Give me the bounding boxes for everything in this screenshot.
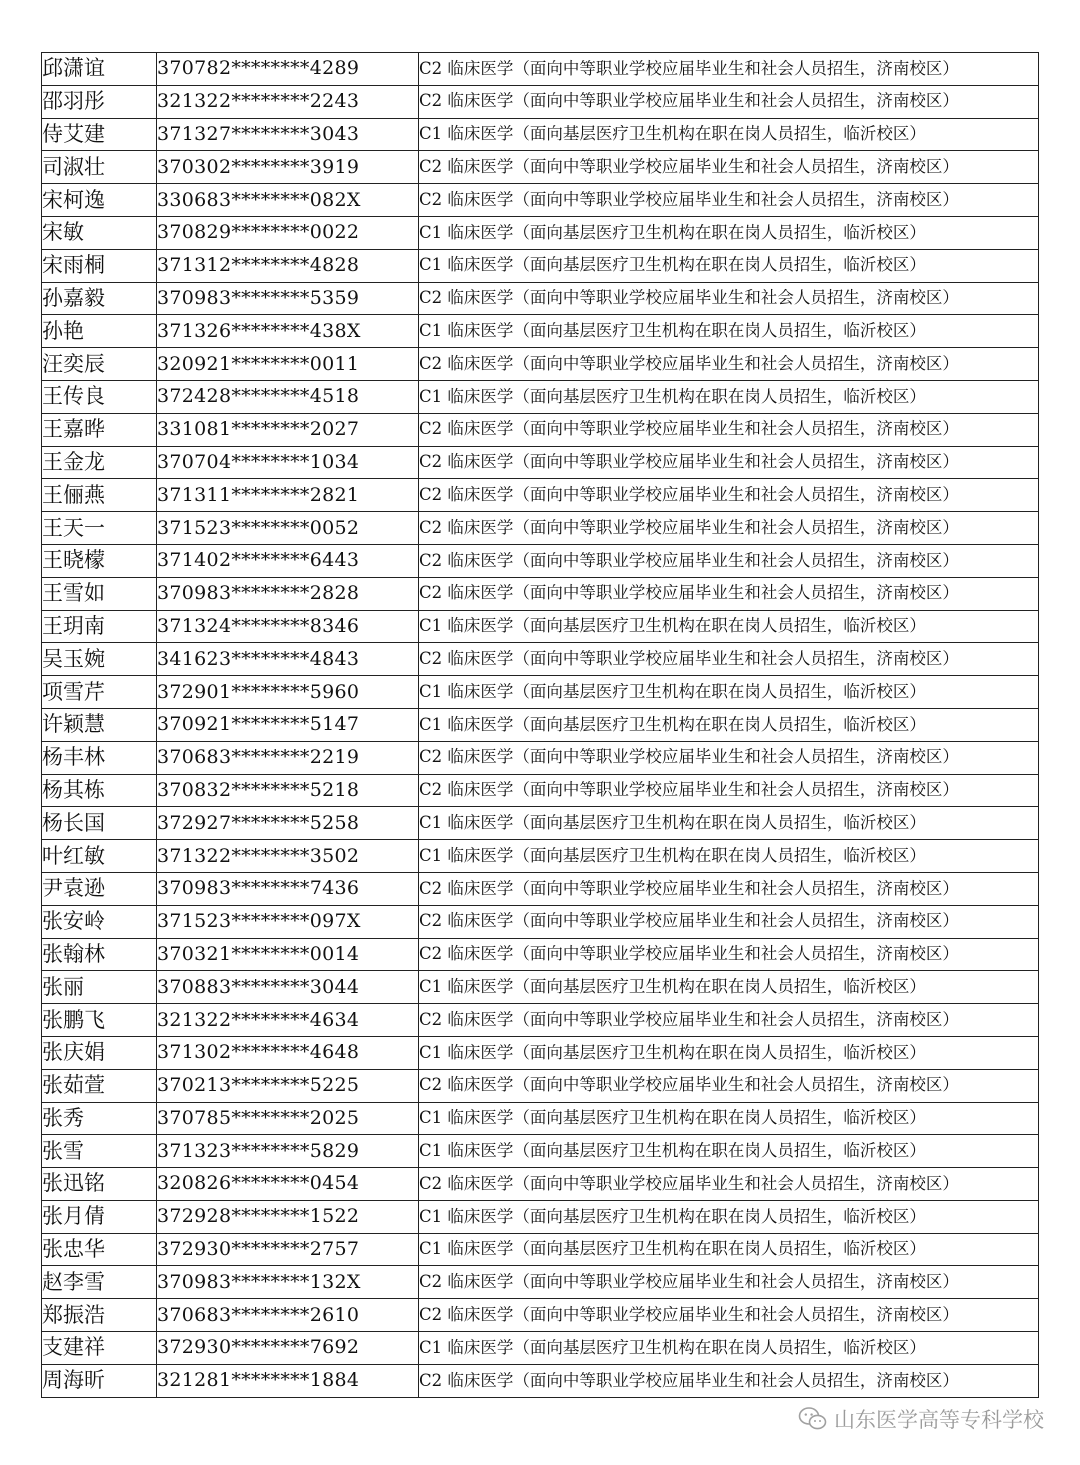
name-cell: 杨丰林	[42, 741, 157, 774]
id-number-cell: 321322********2243	[157, 85, 419, 118]
table-row	[42, 1036, 1039, 1069]
id-number-cell: 371324********8346	[157, 610, 419, 643]
id-number-cell: 320826********0454	[157, 1168, 419, 1201]
table-row	[42, 905, 1039, 938]
id-number-cell: 371523********0052	[157, 512, 419, 545]
major-cell: C1 临床医学（面向基层医疗卫生机构在职在岗人员招生，临沂校区）	[419, 315, 1039, 348]
table-row	[42, 1135, 1039, 1168]
name-cell: 杨其栋	[42, 774, 157, 807]
table-row	[42, 840, 1039, 873]
id-number-cell: 321281********1884	[157, 1364, 419, 1397]
table-row	[42, 872, 1039, 905]
table-row	[42, 807, 1039, 840]
id-number-cell: 372428********4518	[157, 380, 419, 413]
id-number-cell: 372927********5258	[157, 807, 419, 840]
name-cell: 王金龙	[42, 446, 157, 479]
id-number-cell: 371322********3502	[157, 840, 419, 873]
table-row	[42, 1200, 1039, 1233]
id-number-cell: 370829********0022	[157, 216, 419, 249]
name-cell: 杨长国	[42, 807, 157, 840]
name-cell: 宋敏	[42, 216, 157, 249]
id-number-cell: 370704********1034	[157, 446, 419, 479]
table-row	[42, 413, 1039, 446]
name-cell: 周海昕	[42, 1364, 157, 1397]
major-cell: C1 临床医学（面向基层医疗卫生机构在职在岗人员招生，临沂校区）	[419, 676, 1039, 709]
table-row	[42, 938, 1039, 971]
table-row	[42, 380, 1039, 413]
id-number-cell: 370883********3044	[157, 971, 419, 1004]
id-number-cell: 372930********2757	[157, 1233, 419, 1266]
id-number-cell: 330683********082X	[157, 184, 419, 217]
table-row	[42, 577, 1039, 610]
table-row	[42, 1102, 1039, 1135]
major-cell: C1 临床医学（面向基层医疗卫生机构在职在岗人员招生，临沂校区）	[419, 840, 1039, 873]
id-number-cell: 370983********7436	[157, 872, 419, 905]
name-cell: 孙艳	[42, 315, 157, 348]
id-number-cell: 370921********5147	[157, 708, 419, 741]
major-cell: C1 临床医学（面向基层医疗卫生机构在职在岗人员招生，临沂校区）	[419, 1135, 1039, 1168]
id-number-cell: 331081********2027	[157, 413, 419, 446]
id-number-cell: 320921********0011	[157, 348, 419, 381]
name-cell: 张月倩	[42, 1200, 157, 1233]
name-cell: 邵羽彤	[42, 85, 157, 118]
id-number-cell: 372901********5960	[157, 676, 419, 709]
name-cell: 王晓檬	[42, 544, 157, 577]
major-cell: C1 临床医学（面向基层医疗卫生机构在职在岗人员招生，临沂校区）	[419, 708, 1039, 741]
major-cell: C2 临床医学（面向中等职业学校应届毕业生和社会人员招生，济南校区）	[419, 53, 1039, 86]
table-row	[42, 1364, 1039, 1397]
name-cell: 项雪芹	[42, 676, 157, 709]
roster-body	[42, 53, 1039, 1398]
id-number-cell: 371312********4828	[157, 249, 419, 282]
table-row	[42, 610, 1039, 643]
name-cell: 张安岭	[42, 905, 157, 938]
major-cell: C1 临床医学（面向基层医疗卫生机构在职在岗人员招生，临沂校区）	[419, 1233, 1039, 1266]
table-row	[42, 118, 1039, 151]
table-row	[42, 708, 1039, 741]
table-row	[42, 1069, 1039, 1102]
major-cell: C2 临床医学（面向中等职业学校应届毕业生和社会人员招生，济南校区）	[419, 741, 1039, 774]
major-cell: C2 临床医学（面向中等职业学校应届毕业生和社会人员招生，济南校区）	[419, 413, 1039, 446]
name-cell: 郑振浩	[42, 1299, 157, 1332]
name-cell: 张翰林	[42, 938, 157, 971]
id-number-cell: 370683********2219	[157, 741, 419, 774]
id-number-cell: 372930********7692	[157, 1332, 419, 1365]
major-cell: C2 临床医学（面向中等职业学校应届毕业生和社会人员招生，济南校区）	[419, 184, 1039, 217]
major-cell: C2 临床医学（面向中等职业学校应届毕业生和社会人员招生，济南校区）	[419, 282, 1039, 315]
table-row	[42, 1332, 1039, 1365]
major-cell: C2 临床医学（面向中等职业学校应届毕业生和社会人员招生，济南校区）	[419, 544, 1039, 577]
id-number-cell: 371326********438X	[157, 315, 419, 348]
table-row	[42, 1004, 1039, 1037]
id-number-cell: 341623********4843	[157, 643, 419, 676]
major-cell: C2 临床医学（面向中等职业学校应届毕业生和社会人员招生，济南校区）	[419, 643, 1039, 676]
id-number-cell: 370983********2828	[157, 577, 419, 610]
id-number-cell: 371327********3043	[157, 118, 419, 151]
name-cell: 宋柯逸	[42, 184, 157, 217]
id-number-cell: 370983********5359	[157, 282, 419, 315]
table-row	[42, 1266, 1039, 1299]
table-row	[42, 1168, 1039, 1201]
major-cell: C1 临床医学（面向基层医疗卫生机构在职在岗人员招生，临沂校区）	[419, 1036, 1039, 1069]
major-cell: C2 临床医学（面向中等职业学校应届毕业生和社会人员招生，济南校区）	[419, 905, 1039, 938]
name-cell: 支建祥	[42, 1332, 157, 1365]
roster-table	[41, 52, 1039, 1398]
id-number-cell: 370832********5218	[157, 774, 419, 807]
major-cell: C2 临床医学（面向中等职业学校应届毕业生和社会人员招生，济南校区）	[419, 85, 1039, 118]
major-cell: C1 临床医学（面向基层医疗卫生机构在职在岗人员招生，临沂校区）	[419, 1200, 1039, 1233]
major-cell: C2 临床医学（面向中等职业学校应届毕业生和社会人员招生，济南校区）	[419, 1364, 1039, 1397]
major-cell: C2 临床医学（面向中等职业学校应届毕业生和社会人员招生，济南校区）	[419, 1069, 1039, 1102]
table-row	[42, 774, 1039, 807]
name-cell: 司淑壮	[42, 151, 157, 184]
id-number-cell: 370321********0014	[157, 938, 419, 971]
major-cell: C1 临床医学（面向基层医疗卫生机构在职在岗人员招生，临沂校区）	[419, 807, 1039, 840]
major-cell: C2 临床医学（面向中等职业学校应届毕业生和社会人员招生，济南校区）	[419, 1168, 1039, 1201]
major-cell: C2 临床医学（面向中等职业学校应届毕业生和社会人员招生，济南校区）	[419, 938, 1039, 971]
name-cell: 汪奕辰	[42, 348, 157, 381]
major-cell: C1 临床医学（面向基层医疗卫生机构在职在岗人员招生，临沂校区）	[419, 1102, 1039, 1135]
major-cell: C2 临床医学（面向中等职业学校应届毕业生和社会人员招生，济南校区）	[419, 1266, 1039, 1299]
name-cell: 王嘉晔	[42, 413, 157, 446]
id-number-cell: 371523********097X	[157, 905, 419, 938]
name-cell: 王天一	[42, 512, 157, 545]
name-cell: 王玥南	[42, 610, 157, 643]
id-number-cell: 370302********3919	[157, 151, 419, 184]
name-cell: 张庆娟	[42, 1036, 157, 1069]
table-row	[42, 1233, 1039, 1266]
id-number-cell: 370213********5225	[157, 1069, 419, 1102]
name-cell: 王传良	[42, 380, 157, 413]
watermark-text: 山东医学高等专科学校	[834, 1408, 1044, 1432]
major-cell: C2 临床医学（面向中等职业学校应届毕业生和社会人员招生，济南校区）	[419, 1004, 1039, 1037]
name-cell: 赵李雪	[42, 1266, 157, 1299]
major-cell: C1 临床医学（面向基层医疗卫生机构在职在岗人员招生，临沂校区）	[419, 610, 1039, 643]
table-row	[42, 676, 1039, 709]
major-cell: C1 临床医学（面向基层医疗卫生机构在职在岗人员招生，临沂校区）	[419, 1332, 1039, 1365]
roster-sheet	[41, 52, 1039, 1398]
name-cell: 邱潇谊	[42, 53, 157, 86]
id-number-cell: 370983********132X	[157, 1266, 419, 1299]
table-row	[42, 643, 1039, 676]
watermark	[798, 1404, 1044, 1434]
name-cell: 张雪	[42, 1135, 157, 1168]
name-cell: 许颖慧	[42, 708, 157, 741]
id-number-cell: 371311********2821	[157, 479, 419, 512]
table-row	[42, 53, 1039, 86]
major-cell: C2 临床医学（面向中等职业学校应届毕业生和社会人员招生，济南校区）	[419, 151, 1039, 184]
id-number-cell: 370785********2025	[157, 1102, 419, 1135]
name-cell: 张鹏飞	[42, 1004, 157, 1037]
table-row	[42, 741, 1039, 774]
id-number-cell: 372928********1522	[157, 1200, 419, 1233]
table-row	[42, 184, 1039, 217]
major-cell: C1 临床医学（面向基层医疗卫生机构在职在岗人员招生，临沂校区）	[419, 118, 1039, 151]
table-row	[42, 544, 1039, 577]
major-cell: C1 临床医学（面向基层医疗卫生机构在职在岗人员招生，临沂校区）	[419, 380, 1039, 413]
table-row	[42, 512, 1039, 545]
name-cell: 侍艾建	[42, 118, 157, 151]
id-number-cell: 371302********4648	[157, 1036, 419, 1069]
name-cell: 张忠华	[42, 1233, 157, 1266]
major-cell: C1 临床医学（面向基层医疗卫生机构在职在岗人员招生，临沂校区）	[419, 249, 1039, 282]
major-cell: C2 临床医学（面向中等职业学校应届毕业生和社会人员招生，济南校区）	[419, 1299, 1039, 1332]
id-number-cell: 321322********4634	[157, 1004, 419, 1037]
table-row	[42, 446, 1039, 479]
major-cell: C2 临床医学（面向中等职业学校应届毕业生和社会人员招生，济南校区）	[419, 479, 1039, 512]
table-row	[42, 85, 1039, 118]
name-cell: 张茹萱	[42, 1069, 157, 1102]
table-row	[42, 971, 1039, 1004]
table-row	[42, 216, 1039, 249]
major-cell: C1 临床医学（面向基层医疗卫生机构在职在岗人员招生，临沂校区）	[419, 216, 1039, 249]
name-cell: 孙嘉毅	[42, 282, 157, 315]
name-cell: 吴玉婉	[42, 643, 157, 676]
table-row	[42, 249, 1039, 282]
id-number-cell: 371323********5829	[157, 1135, 419, 1168]
major-cell: C2 临床医学（面向中等职业学校应届毕业生和社会人员招生，济南校区）	[419, 348, 1039, 381]
name-cell: 王雪如	[42, 577, 157, 610]
major-cell: C2 临床医学（面向中等职业学校应届毕业生和社会人员招生，济南校区）	[419, 446, 1039, 479]
major-cell: C1 临床医学（面向基层医疗卫生机构在职在岗人员招生，临沂校区）	[419, 971, 1039, 1004]
name-cell: 尹袁逊	[42, 872, 157, 905]
table-row	[42, 1299, 1039, 1332]
wechat-icon	[798, 1406, 828, 1432]
table-row	[42, 282, 1039, 315]
major-cell: C2 临床医学（面向中等职业学校应届毕业生和社会人员招生，济南校区）	[419, 872, 1039, 905]
major-cell: C2 临床医学（面向中等职业学校应届毕业生和社会人员招生，济南校区）	[419, 577, 1039, 610]
id-number-cell: 370683********2610	[157, 1299, 419, 1332]
name-cell: 叶红敏	[42, 840, 157, 873]
name-cell: 张迅铭	[42, 1168, 157, 1201]
id-number-cell: 370782********4289	[157, 53, 419, 86]
table-row	[42, 151, 1039, 184]
table-row	[42, 348, 1039, 381]
major-cell: C2 临床医学（面向中等职业学校应届毕业生和社会人员招生，济南校区）	[419, 774, 1039, 807]
major-cell: C2 临床医学（面向中等职业学校应届毕业生和社会人员招生，济南校区）	[419, 512, 1039, 545]
table-row	[42, 479, 1039, 512]
id-number-cell: 371402********6443	[157, 544, 419, 577]
name-cell: 张丽	[42, 971, 157, 1004]
name-cell: 张秀	[42, 1102, 157, 1135]
table-row	[42, 315, 1039, 348]
name-cell: 王俪燕	[42, 479, 157, 512]
name-cell: 宋雨桐	[42, 249, 157, 282]
